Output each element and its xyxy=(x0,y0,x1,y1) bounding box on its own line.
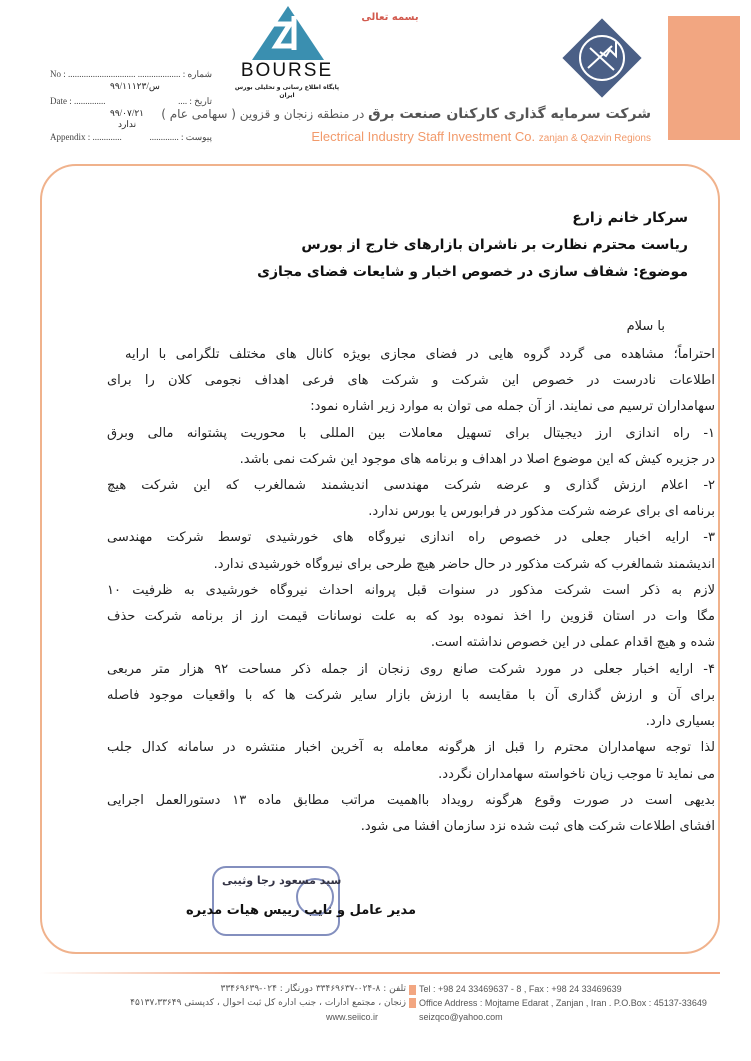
greeting: با سلام xyxy=(626,319,665,334)
basmala: بسمه تعالی xyxy=(361,12,419,23)
body-line: احتراماً؛ مشاهده می گردد گروه هایی در فضای مجازی بویژه کانال های مختلف تلگرامی با ارایه xyxy=(125,347,715,362)
recipient-role: ریاست محترم نظارت بر ناشران بازارهای خارج از بورس xyxy=(301,237,688,253)
body-line: ۳- ارایه اخبار جعلی در خصوص راه اندازی نیروگاه های خورشیدی توسط شرکت مهندسی xyxy=(107,530,715,545)
footer-email[interactable]: seizqco@yahoo.com xyxy=(419,1012,503,1022)
signatory-title: مدیر عامل و نایب رییس هیات مدیره xyxy=(186,903,417,918)
body-line: اندیشمند شمالغرب که شرکت مذکور در حال حاضر هیچ طرحی برای نیروگاه خورشیدی ندارد. xyxy=(213,557,715,572)
appendix-field: Appendix : ............. پیوست : ............. xyxy=(50,132,212,142)
body-line: بسیاری دارد. xyxy=(645,714,715,729)
body-line: لازم به ذکر است شرکت مذکور در سنوات قبل پروانه احداث نیروگاه خورشیدی به ظرفیت ۱۰ xyxy=(107,583,715,598)
body-line: ۲- اعلام ارزش گذاری و عرضه شرکت مهندسی اندیشمند شمالغرب که این شرکت هیچ xyxy=(107,478,715,493)
number-value: س/۹۹/۱۱۱۲۳ xyxy=(110,81,160,91)
footer-marker xyxy=(409,985,416,995)
signatory-name: سید مسعود رجا وثیبی xyxy=(222,874,342,887)
body-line: اطلاعات نادرست در خصوص این شرکت و شرکت های فرعی اهداف نجومی کلان را برای xyxy=(107,373,715,388)
body-line: بدیهی است در صورت وقوع هرگونه رویداد بااهمیت مراتب مطابق ماده ۱۳ دستورالعمل اجرایی xyxy=(107,793,715,808)
body-line: مگا وات در استان قزوین را اخذ نموده بود که به علت نوسانات قیمت ارز از برنامه شرکت حذف xyxy=(107,609,715,624)
company-logo-icon xyxy=(560,16,644,100)
body-line: ۴- ارایه اخبار جعلی در مورد شرکت صانع روی زنجان از جمله ذکر مساحت ۹۲ هزار متر مربعی xyxy=(107,662,715,677)
body-line: شده و هیچ اقدام عملی در این خصوص نداشته است. xyxy=(430,635,715,650)
body-line: در جزیره کیش که این موضوع اصلا در اهداف و برنامه های موجود این شرکت نمی باشد. xyxy=(239,452,715,467)
body-line: برای آن و ارزش گذاری آن با مقایسه با ارزش بازار سایر شرکت ها که با واقعیات موجود فاصله xyxy=(107,688,715,703)
letterhead-color-block xyxy=(668,16,740,140)
body-line: برنامه ای برای عرضه شرکت مذکور در فرابورس یا بورس ندارد. xyxy=(368,504,715,519)
bourse-logo-icon xyxy=(238,4,338,64)
footer-phone-fa: تلفن : ۸-۰۲۴-۳۳۴۶۹۶۳۷ دورنگار : ۰۲۴-۳۳۴۶۹۶۳۹ xyxy=(220,984,406,994)
body-line: افشای اطلاعات شرکت های ثبت شده نزد سازمان افشا می شود. xyxy=(360,819,715,834)
body-line: سهامداران ترسیم می نمایند. از آن جمله می توان به موارد زیر اشاره نمود: xyxy=(310,399,715,414)
footer-address-en: Office Address : Mojtame Edarat , Zanjan , Iran . P.O.Box : 45137-33649 xyxy=(419,998,707,1008)
number-field: No : .............................. شماره : ................... xyxy=(50,69,212,79)
company-name-fa: شرکت سرمایه گذاری کارکنان صنعت برق در منطقه زنجان و قزوین ( سهامی عام ) xyxy=(161,106,651,122)
bourse-logo-subtitle: پایگاه اطلاع رسانی و تحلیلی بورس ایران xyxy=(234,84,340,99)
recipient-title: سرکار خانم زارع xyxy=(572,210,688,226)
date-field: Date : .............. تاریخ : .... xyxy=(50,96,212,106)
body-line: لذا توجه سهامداران محترم را قبل از هرگونه معامله به آخرین اخبار منتشره در سامانه کدال جلب xyxy=(107,740,715,755)
body-line: می نماید تا موجب زیان ناخواسته سهامداران نگردد. xyxy=(438,767,715,782)
bourse-logo-text: BOURSE xyxy=(240,60,334,81)
footer-address-fa: زنجان ، مجتمع ادارات ، جنب اداره کل ثبت احوال ، کدپستی ۴۵۱۳۷،۳۳۶۴۹ xyxy=(130,998,406,1008)
footer-divider xyxy=(40,972,720,974)
footer-marker xyxy=(409,998,416,1008)
date-value: ۹۹/۰۷/۲۱ xyxy=(110,108,145,118)
subject-line: موضوع: شفاف سازی در خصوص اخبار و شایعات فضای مجازی xyxy=(257,264,688,280)
footer-phone-en: Tel : +98 24 33469637 - 8 , Fax : +98 24 33469639 xyxy=(419,984,622,994)
body-line: ۱- راه اندازی ارز دیجیتال برای تسهیل معاملات بین المللی با محوریت پشتوانه مالی وبرق xyxy=(107,426,715,441)
company-name-en: Electrical Industry Staff Investment Co. zanjan & Qazvin Regions xyxy=(311,129,651,144)
footer-website[interactable]: www.seiico.ir xyxy=(326,1012,379,1022)
appendix-value: ندارد xyxy=(118,119,137,129)
